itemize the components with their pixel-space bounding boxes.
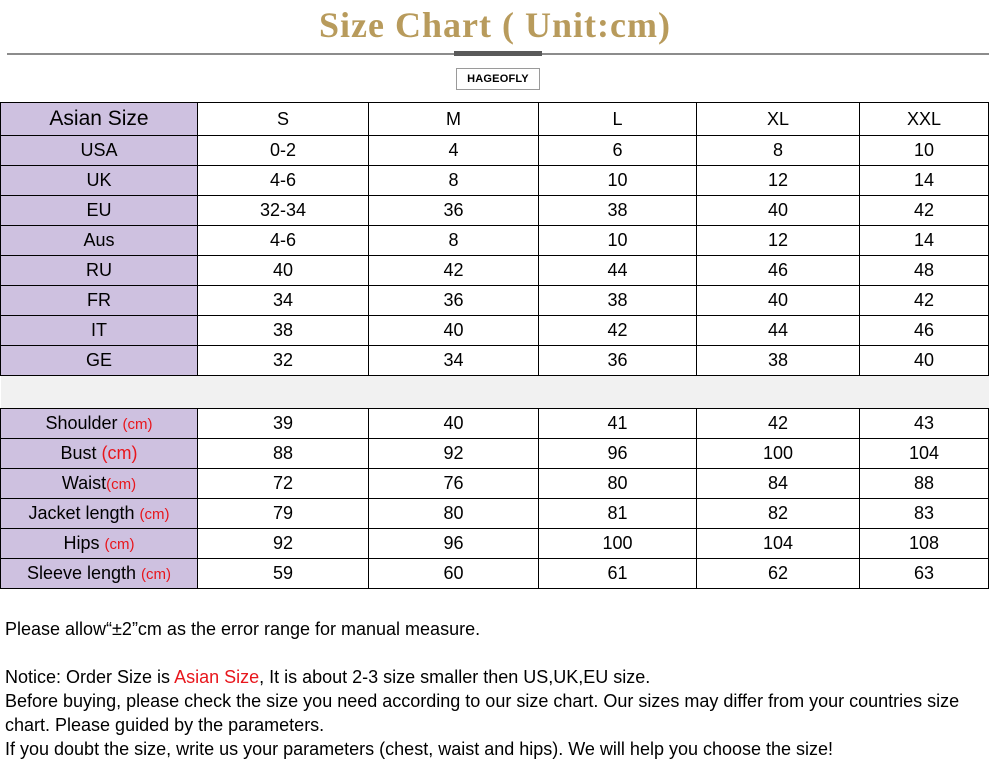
table-cell: 34: [369, 346, 539, 376]
table-cell: 104: [860, 439, 989, 469]
row-label: GE: [1, 346, 198, 376]
table-cell: 40: [697, 286, 860, 316]
row-label: [1, 559, 198, 589]
row-label: [1, 499, 198, 529]
conversion-row: [1, 166, 989, 196]
table-cell: 92: [198, 529, 369, 559]
size-header-cell: S: [198, 103, 369, 136]
conversion-row: [1, 286, 989, 316]
table-cell: 82: [697, 499, 860, 529]
table-cell: 10: [539, 226, 697, 256]
measurement-row: [1, 529, 989, 559]
conversion-row: [1, 256, 989, 286]
measure-unit: (cm): [122, 416, 153, 433]
table-cell: 8: [697, 136, 860, 166]
table-cell: 42: [697, 409, 860, 439]
size-header-cell: XL: [697, 103, 860, 136]
table-cell: 40: [697, 196, 860, 226]
notice-note: [5, 665, 985, 689]
row-label: [1, 409, 198, 439]
table-cell: 34: [198, 286, 369, 316]
table-cell: 42: [860, 286, 989, 316]
table-cell: 76: [369, 469, 539, 499]
table-cell: 10: [860, 136, 989, 166]
table-cell: 14: [860, 226, 989, 256]
table-cell: 6: [539, 136, 697, 166]
measurement-row: [1, 439, 989, 469]
table-cell: 61: [539, 559, 697, 589]
table-cell: 43: [860, 409, 989, 439]
table-cell: 88: [860, 469, 989, 499]
table-cell: 96: [369, 529, 539, 559]
measurement-row: [1, 469, 989, 499]
table-cell: 36: [369, 286, 539, 316]
measure-name: Waist: [61, 473, 107, 493]
row-label: RU: [1, 256, 198, 286]
table-cell: 4-6: [198, 166, 369, 196]
measure-unit: (cm): [139, 506, 170, 523]
measure-name: Bust: [60, 443, 97, 463]
table-cell: 38: [539, 196, 697, 226]
table-cell: 100: [697, 439, 860, 469]
table-cell: 46: [860, 316, 989, 346]
table-cell: 62: [697, 559, 860, 589]
spacer-cell: [1, 376, 989, 409]
conversion-row: [1, 196, 989, 226]
table-cell: 38: [539, 286, 697, 316]
measurement-row: [1, 559, 989, 589]
table-cell: 46: [697, 256, 860, 286]
row-label: [1, 529, 198, 559]
table-cell: 48: [860, 256, 989, 286]
header-row: [1, 103, 989, 136]
row-label: Aus: [1, 226, 198, 256]
table-cell: 4-6: [198, 226, 369, 256]
table-cell: 100: [539, 529, 697, 559]
table-cell: 59: [198, 559, 369, 589]
table-cell: 60: [369, 559, 539, 589]
row-label: EU: [1, 196, 198, 226]
table-cell: 80: [369, 499, 539, 529]
table-cell: 104: [697, 529, 860, 559]
table-cell: 63: [860, 559, 989, 589]
measurement-row: [1, 409, 989, 439]
table-cell: 44: [539, 256, 697, 286]
page-title: Size Chart ( Unit:cm): [319, 5, 671, 45]
table-cell: 38: [697, 346, 860, 376]
conversion-row: [1, 316, 989, 346]
table-cell: 83: [860, 499, 989, 529]
table-cell: 44: [697, 316, 860, 346]
measure-name: Hips: [63, 533, 100, 553]
row-label: [1, 469, 198, 499]
table-cell: 96: [539, 439, 697, 469]
table-cell: 36: [539, 346, 697, 376]
doubt-note: If you doubt the size, write us your parameters (chest, waist and hips). We will help you choose the size!: [5, 739, 834, 759]
size-chart-table: [0, 102, 989, 589]
table-cell: 14: [860, 166, 989, 196]
row-label: UK: [1, 166, 198, 196]
measure-unit: (cm): [101, 443, 138, 463]
table-cell: 81: [539, 499, 697, 529]
row-label: [1, 439, 198, 469]
table-cell: 0-2: [198, 136, 369, 166]
table-cell: 32-34: [198, 196, 369, 226]
table-cell: 36: [369, 196, 539, 226]
table-cell: 92: [369, 439, 539, 469]
row-label: FR: [1, 286, 198, 316]
notes: [5, 617, 985, 761]
table-cell: 32: [198, 346, 369, 376]
table-cell: 41: [539, 409, 697, 439]
table-cell: 12: [697, 226, 860, 256]
measure-unit: (cm): [141, 566, 172, 583]
table-cell: 80: [539, 469, 697, 499]
measure-unit: (cm): [106, 476, 137, 493]
table-cell: 42: [860, 196, 989, 226]
notice-prefix: Notice: Order Size is: [5, 667, 175, 687]
table-cell: 79: [198, 499, 369, 529]
table-cell: 40: [369, 409, 539, 439]
before-buying-note: Before buying, please check the size you need according to our size chart. Our sizes may differ from your countries size chart. Please guided by the parameters.: [5, 691, 960, 735]
conversion-row: [1, 136, 989, 166]
table-cell: 40: [198, 256, 369, 286]
table-cell: 4: [369, 136, 539, 166]
table-cell: 8: [369, 226, 539, 256]
conversion-row: [1, 346, 989, 376]
table-cell: 40: [860, 346, 989, 376]
table-cell: 38: [198, 316, 369, 346]
table-cell: 8: [369, 166, 539, 196]
title-divider-accent: [454, 51, 542, 56]
table-cell: 72: [198, 469, 369, 499]
row-label: USA: [1, 136, 198, 166]
notice-highlight: Asian Size: [174, 667, 260, 687]
table-cell: 42: [539, 316, 697, 346]
error-range-note: Please allow“±2”cm as the error range for manual measure.: [5, 619, 481, 639]
table-cell: 84: [697, 469, 860, 499]
table-cell: 10: [539, 166, 697, 196]
table-cell: 40: [369, 316, 539, 346]
table-cell: 39: [198, 409, 369, 439]
row-label: IT: [1, 316, 198, 346]
table-cell: 88: [198, 439, 369, 469]
notice-suffix: , It is about 2-3 size smaller then US,UK,EU size.: [259, 667, 651, 687]
row-label: Asian Size: [1, 103, 198, 136]
spacer-row: [1, 376, 989, 409]
table-cell: 108: [860, 529, 989, 559]
size-header-cell: L: [539, 103, 697, 136]
size-header-cell: M: [369, 103, 539, 136]
table-cell: 42: [369, 256, 539, 286]
measurement-row: [1, 499, 989, 529]
measure-name: Sleeve length: [26, 563, 137, 583]
size-header-cell: XXL: [860, 103, 989, 136]
brand-label: HAGEOFLY: [456, 68, 540, 90]
measure-name: Shoulder: [45, 413, 118, 433]
measure-unit: (cm): [104, 536, 135, 553]
measure-name: Jacket length: [28, 503, 135, 523]
table-cell: 12: [697, 166, 860, 196]
notes-spacer: [5, 641, 985, 665]
conversion-row: [1, 226, 989, 256]
